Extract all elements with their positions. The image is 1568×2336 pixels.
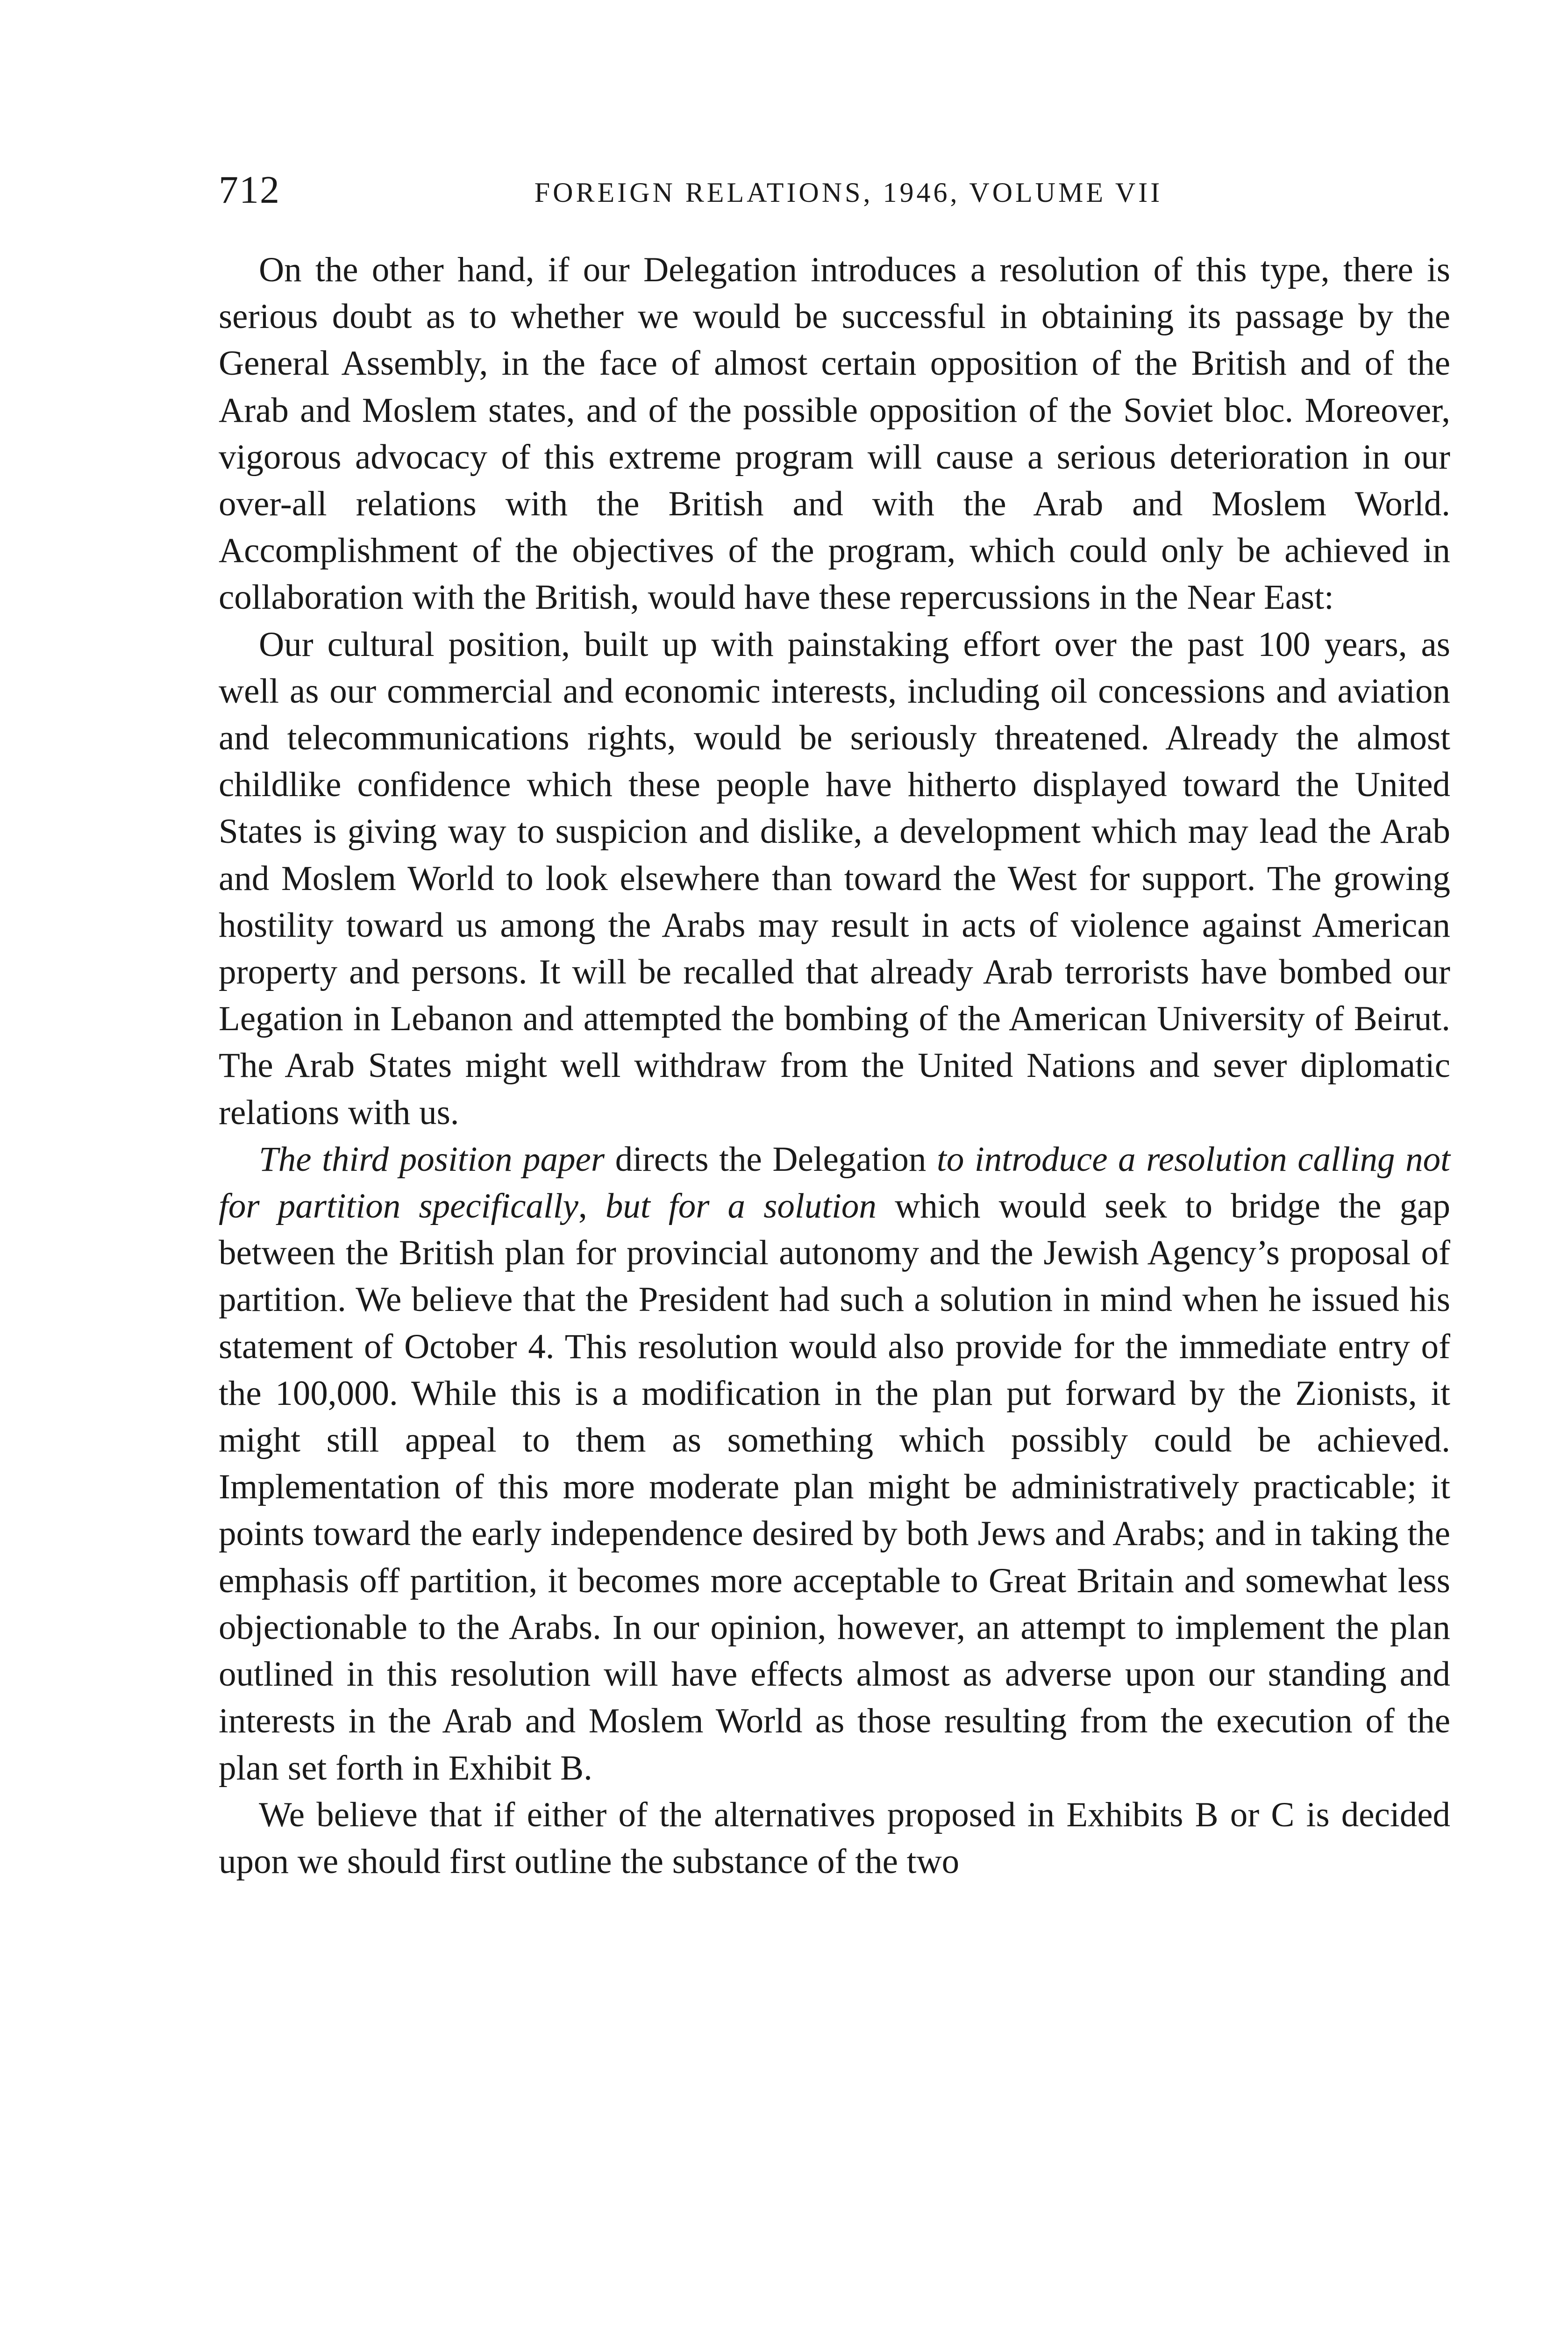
text-segment: directs the Delegation xyxy=(605,1140,937,1179)
italic-phrase-but-for-solution: but for a solution xyxy=(605,1187,877,1226)
text-segment: which would seek to bridge the gap between the British plan for provincial autonomy and the Jewish Agency’s proposal of partition. We believe that the President had such a solution in mind when he issued his statement of October 4. This resolution would also provide for the immediate entry of the 100,000. While this is a modification in the plan put forward by the Zionists, it might still appeal to them as something which possibly could be achieved. Implementation of this more moderate plan might be administratively practicable; it points toward the early independence desired by both Jews and Arabs; and in taking the emphasis off partition, it becomes more acceptable to Great Britain and somewhat less objectionable to the Arabs. In our opinion, however, an attempt to implement the plan outlined in this resolution will have effects almost as adverse upon our standing and interests in the Arab and Moslem World as those resulting from the execution of the plan set forth in Exhibit B. xyxy=(219,1187,1451,1788)
italic-phrase-third-position-paper: The third position paper xyxy=(259,1140,605,1179)
page-number: 712 xyxy=(219,168,280,212)
paragraph-1: On the other hand, if our Delegation introduces a resolution of this type, there is serious doubt as to whether we would be successful in obtaining its passage by the General Assembly, in the face of almost certain opposition of the British and of the Arab and Moslem states, and of the possible opposition of the Soviet bloc. Moreover, vigorous advocacy of this extreme program will cause a serious deterioration in our over-all relations with the British and with the Arab and Moslem World. Accomplishment of the objectives of the program, which could only be achieved in collaboration with the British, would have these repercussions in the Near East: xyxy=(219,250,1450,617)
paragraph-3 xyxy=(219,1136,1450,1792)
text-segment: , xyxy=(578,1187,606,1226)
running-head: FOREIGN RELATIONS, 1946, VOLUME VII xyxy=(534,177,1163,208)
paragraph-4: We believe that if either of the alternatives proposed in Exhibits B or C is decided upon we should first outline the substance of the two xyxy=(219,1795,1450,1881)
body-text xyxy=(219,247,1450,1885)
italic-phrase-introduce-resolution: to introduce a resolution calling not for partition specifically xyxy=(219,1140,1450,1226)
paragraph-2: Our cultural position, built up with painstaking effort over the past 100 years, as well as our commercial and economic interests, including oil concessions and aviation and telecommunications rights, would be seriously threatened. Already the almost childlike confidence which these people have hitherto displayed toward the United States is giving way to suspicion and dislike, a development which may lead the Arab and Moslem World to look elsewhere than toward the West for support. The growing hostility toward us among the Arabs may result in acts of violence against American property and persons. It will be recalled that already Arab terrorists have bombed our Legation in Lebanon and attempted the bombing of the American University of Beirut. The Arab States might well withdraw from the United Nations and sever diplomatic relations with us. xyxy=(219,625,1450,1132)
page-header xyxy=(219,169,1450,211)
